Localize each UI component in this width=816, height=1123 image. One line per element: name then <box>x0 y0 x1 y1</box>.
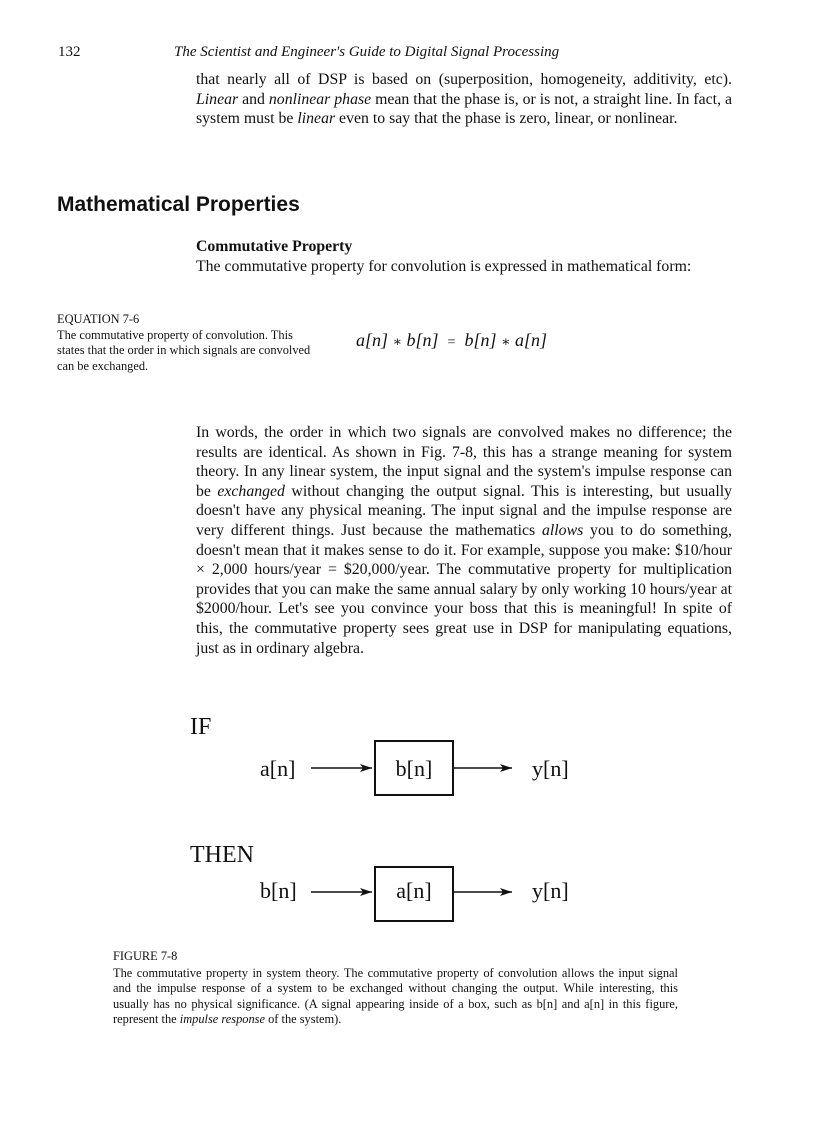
intro-text-4: even to say that the phase is zero, linear, or nonlinear. <box>335 110 678 128</box>
main-text-3: you to do something, doesn't mean that it makes sense to do it. For example, suppose you make: $10/hour × 2,000 hours/year = $20,000/year. The commutative property for multiplication provides that you can make the same annual salary by only working 10 hours/year at $2000/hour. Let's see you convince your boss that this is meaningful! In spite of this, the commutative property sees great use in DSP for manipulating equations, just as in ordinary algebra. <box>196 521 732 657</box>
row2-box-label: a[n] <box>396 878 432 903</box>
equation-conv-op-2: ∗ <box>500 335 511 350</box>
figure-caption-text-1: The commutative property in system theory. The commutative property of convolution allows the input signal and the impulse response of a system to be exchanged without changing the output. While interesting, this usually has no physical significance. (A signal appearing inside of a box, such as b[n] and a[n] in this figure, represent the <box>113 965 678 1026</box>
figure-then-label: THEN <box>190 842 254 868</box>
row1-box-label: b[n] <box>395 756 433 781</box>
intro-linear-term: Linear <box>196 90 239 108</box>
figure-7-8 <box>0 700 816 940</box>
equation-rhs-b: b[n] <box>464 330 497 350</box>
figure-caption-text-2: of the system). <box>264 1012 342 1026</box>
main-paragraph <box>196 423 732 658</box>
main-text-1: In words, the order in which two signals are convolved makes no difference; the results are identical. As shown in Fig. 7-8, this has a strange meaning for system theory. In any linear system, the input signal and the system's impulse response can be <box>196 424 732 500</box>
equation-conv-op-1: ∗ <box>392 335 403 350</box>
equation-rhs-a: a[n] <box>514 330 547 350</box>
equation-lhs-a: a[n] <box>356 330 389 350</box>
row2-output-label: y[n] <box>532 878 569 903</box>
figure-if-label: IF <box>190 714 212 740</box>
intro-linear-term-2: linear <box>297 110 336 128</box>
figure-diagram <box>0 700 816 940</box>
figure-caption-impulse-term: impulse response <box>179 1012 265 1026</box>
section-heading: Mathematical Properties <box>57 193 300 216</box>
lead-paragraph: The commutative property for convolution is expressed in mathematical form: <box>196 258 692 275</box>
intro-text-3: mean that the phase is, or is not, a straight line. In fact, a system must be <box>196 90 733 128</box>
equation-lhs-b: b[n] <box>406 330 439 350</box>
row1-output-label: y[n] <box>532 756 569 781</box>
figure-caption <box>113 949 678 1028</box>
equation <box>356 330 547 351</box>
equation-label: EQUATION 7-6 <box>57 312 140 326</box>
main-exchanged-term: exchanged <box>217 482 285 500</box>
row2-input-label: b[n] <box>260 878 297 903</box>
figure-caption-title: FIGURE 7-8 <box>113 949 178 963</box>
page-number: 132 <box>58 44 81 60</box>
intro-text-1: that nearly all of DSP is based on (superposition, homogeneity, additivity, etc). <box>196 71 732 88</box>
equation-equals: = <box>447 335 456 350</box>
running-title: The Scientist and Engineer's Guide to Digital Signal Processing <box>174 44 560 60</box>
subheading: Commutative Property <box>196 238 353 255</box>
main-allows-term: allows <box>542 521 584 539</box>
equation-caption-text: The commutative property of convolution. This states that the order in which signals are convolved can be exchanged. <box>57 327 311 373</box>
intro-paragraph <box>196 70 732 129</box>
intro-text-2: and <box>238 90 269 108</box>
main-text-2: without changing the output signal. This is interesting, but usually doesn't have any physical meaning. The input signal and the impulse response are very different things. Just because the mathematics <box>196 482 732 539</box>
row1-input-label: a[n] <box>260 756 296 781</box>
equation-caption <box>57 312 317 374</box>
intro-nonlinear-phase-term: nonlinear phase <box>268 90 372 108</box>
